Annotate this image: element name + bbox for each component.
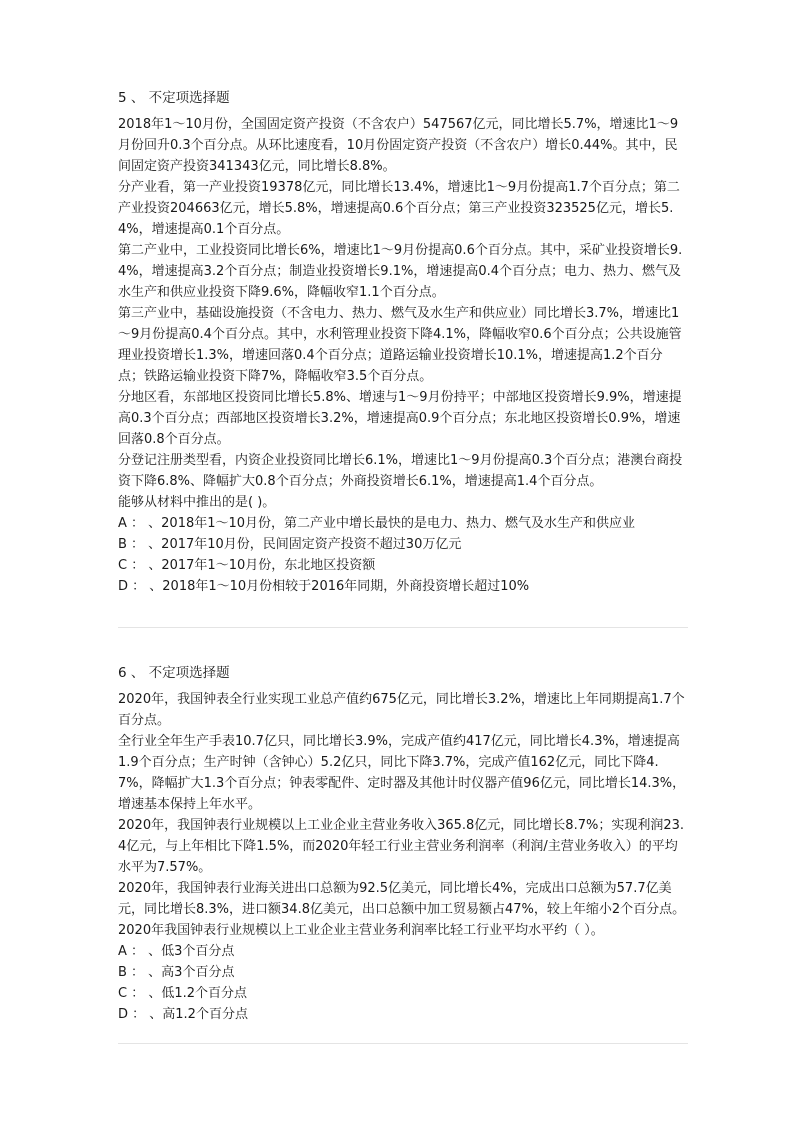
paragraph: 分登记注册类型看，内资企业投资同比增长6.1%，增速比1～9月份提高0.3个百分点；港澳台商投资下降6.8%、降幅扩大0.8个百分点；外商投资增长6.1%，增速提高1.4个百分点。 — [118, 453, 683, 489]
option-d[interactable]: D ： 、高1.2个百分点 — [118, 1007, 248, 1022]
question-6 — [118, 663, 688, 1025]
paragraph: 分地区看，东部地区投资同比增长5.8%、增速与1～9月份持平；中部地区投资增长9.9%，增速提高0.3个百分点；西部地区投资增长3.2%，增速提高0.9个百分点；东北地区投资增长0.9%，增速回落0.8个百分点。 — [118, 390, 682, 447]
document-page-2 — [118, 663, 688, 1025]
option-c[interactable]: C ： 、低1.2个百分点 — [118, 986, 248, 1001]
paragraph: 全行业全年生产手表10.7亿只，同比增长3.9%，完成产值约417亿元，同比增长4.3%，增速提高1.9个百分点；生产时钟（含钟心）5.2亿只，同比下降3.7%，完成产值162亿元，同比下降4.7%，降幅扩大1.3个百分点；钟表零配件、定时器及其他计时仪器产值96亿元，同比增长14.3%，增速基本保持上年水平。 — [118, 734, 686, 812]
question-body — [118, 114, 688, 513]
question-prompt: 2020年我国钟表行业规模以上工业企业主营业务利润率比轻工行业平均水平约（ ）。 — [118, 923, 604, 938]
option-a[interactable]: A ： 、2018年1～10月份，第二产业中增长最快的是电力、热力、燃气及水生产和供应业 — [118, 516, 636, 531]
paragraph: 第二产业中，工业投资同比增长6%，增速比1～9月份提高0.6个百分点。其中，采矿业投资增长9.4%，增速提高3.2个百分点；制造业投资增长9.1%，增速提高0.4个百分点；电力、热力、燃气及水生产和供应业投资下降9.6%，降幅收窄1.1个百分点。 — [118, 243, 683, 300]
paragraph: 2020年，我国钟表行业海关进出口总额为92.5亿美元，同比增长4%，完成出口总额为57.7亿美元，同比增长8.3%，进口额34.8亿美元，出口总额中加工贸易额占47%，较上年缩小2个百分点。 — [118, 881, 686, 917]
question-title: 5 、 不定项选择题 — [118, 90, 230, 106]
document-page — [118, 88, 688, 597]
paragraph: 2020年，我国钟表全行业实现工业总产值约675亿元，同比增长3.2%，增速比上年同期提高1.7个百分点。 — [118, 692, 685, 728]
paragraph: 2018年1～10月份，全国固定资产投资（不含农户）547567亿元，同比增长5.7%，增速比1～9月份回升0.3个百分点。从环比速度看，10月份固定资产投资（不含农户）增长0.44%。其中，民间固定资产投资341343亿元，同比增长8.8%。 — [118, 117, 679, 174]
option-b[interactable]: B ： 、2017年10月份，民间固定资产投资不超过30万亿元 — [118, 537, 462, 552]
paragraph: 第三产业中，基础设施投资（不含电力、热力、燃气及水生产和供应业）同比增长3.7%，增速比1～9月份提高0.4个百分点。其中，水利管理业投资下降4.1%，降幅收窄0.6个百分点；公共设施管理业投资增长1.3%，增速回落0.4个百分点；道路运输业投资增长10.1%，增速提高1.2个百分点；铁路运输业投资下降7%，降幅收窄3.5个百分点。 — [118, 306, 682, 384]
divider — [118, 1043, 688, 1044]
question-body — [118, 689, 688, 941]
option-c[interactable]: C ： 、2017年1～10月份，东北地区投资额 — [118, 558, 376, 573]
paragraph: 分产业看，第一产业投资19378亿元，同比增长13.4%，增速比1～9月份提高1.7个百分点；第二产业投资204663亿元，增长5.8%，增速提高0.6个百分点；第三产业投资323525亿元，增长5.4%，增速提高0.1个百分点。 — [118, 180, 680, 237]
option-a[interactable]: A ： 、低3个百分点 — [118, 944, 235, 959]
question-prompt: 能够从材料中推出的是( )。 — [118, 495, 276, 510]
question-5 — [118, 88, 688, 597]
divider — [118, 627, 688, 628]
option-b[interactable]: B ： 、高3个百分点 — [118, 965, 235, 980]
option-d[interactable]: D ： 、2018年1～10月份相较于2016年同期，外商投资增长超过10% — [118, 579, 530, 594]
paragraph: 2020年，我国钟表行业规模以上工业企业主营业务收入365.8亿元，同比增长8.7%；实现利润23.4亿元，与上年相比下降1.5%，而2020年轻工行业主营业务利润率（利润/主营业务收入）的平均水平为7.57%。 — [118, 818, 685, 875]
question-title: 6 、 不定项选择题 — [118, 665, 230, 681]
